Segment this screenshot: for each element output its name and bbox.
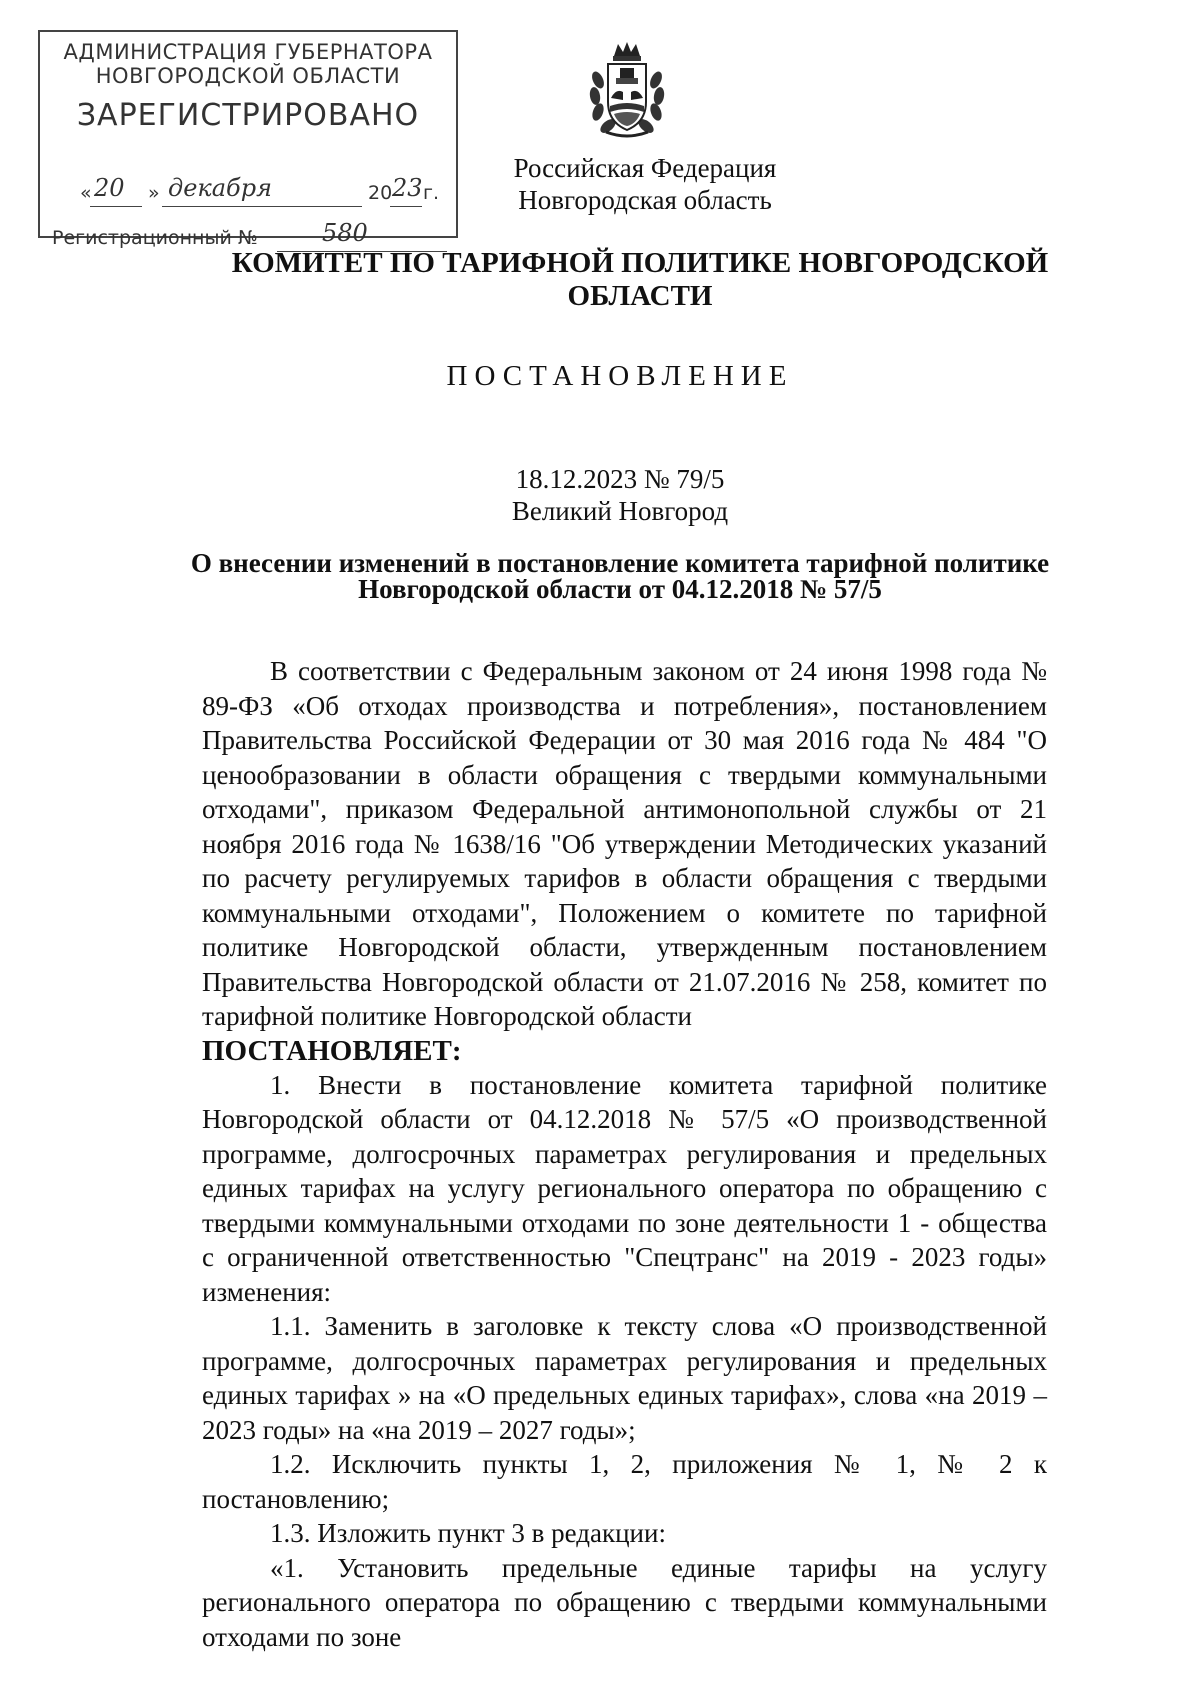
- stamp-reg-number: 580: [322, 219, 368, 247]
- country-name: Российская Федерация: [513, 153, 777, 183]
- stamp-date: [80, 174, 450, 210]
- document-subject: О внесении изменений в постановление комитета тарифной политике Новгородской области от 04.12.2018 № 57/5: [190, 548, 1050, 604]
- header-block: [500, 152, 790, 216]
- clause-1-3: 1.3. Изложить пункт 3 в редакции:: [270, 1518, 666, 1548]
- document-city: Великий Новгород: [511, 496, 729, 526]
- coat-of-arms-icon: [586, 40, 668, 140]
- stamp-registered: ЗАРЕГИСТРИРОВАНО: [76, 98, 420, 133]
- stamp-underline: [390, 206, 422, 207]
- document-date-number: 18.12.2023 № 79/5: [515, 464, 725, 494]
- stamp-date-month: декабря: [168, 174, 272, 202]
- stamp-year-suffix: 23: [392, 174, 423, 202]
- stamp-date-day: 20: [94, 174, 125, 202]
- stamp-reg-label: Регистрационный №: [52, 227, 258, 249]
- stamp-underline: [90, 206, 142, 207]
- stamp-authority-line2: НОВГОРОДСКОЙ ОБЛАСТИ: [95, 64, 401, 88]
- stamp-quote-close: »: [148, 182, 160, 204]
- clause-1-2: 1.2. Исключить пункты 1, 2, приложения № 1, № 2 к постановлению;: [202, 1449, 1047, 1514]
- quoted-clause: «1. Установить предельные единые тарифы на услугу регионального оператора по обращению с твердыми коммунальными отходами по зоне: [202, 1552, 1047, 1652]
- document-type: ПОСТАНОВЛЕНИЕ: [446, 360, 794, 392]
- resolves-heading: ПОСТАНОВЛЯЕТ:: [202, 1034, 462, 1067]
- stamp-authority-line1: АДМИНИСТРАЦИЯ ГУБЕРНАТОРА: [63, 40, 433, 64]
- document-body: [202, 654, 1047, 1654]
- document-date-block: [470, 463, 770, 527]
- clause-1: 1. Внести в постановление комитета тарифной политике Новгородской области от 04.12.2018 № 57/5 «О производственной программе, долгосрочных параметрах регулирования и предельных единых тарифах на услугу регионального оператора по обращению с твердыми коммунальными отходами по зоне деятельности 1 - общества с ограниченной ответственностью "Спецтранс" на 2019 - 2023 годы» изменения:: [202, 1069, 1047, 1307]
- clause-1-1: 1.1. Заменить в заголовке к тексту слова «О производственной программе, долгосрочных параметрах регулирования и предельных единых тарифах » на «О предельных единых тарифах», слова «на 2019 – 2023 годы» на «на 2019 – 2027 годы»;: [202, 1311, 1047, 1445]
- stamp-underline: [162, 206, 362, 207]
- stamp-quote-open: «: [80, 182, 92, 204]
- stamp-year-g: г.: [423, 182, 440, 204]
- region-name: Новгородская область: [518, 185, 772, 215]
- registration-stamp: [38, 30, 458, 249]
- stamp-year-prefix: 20: [368, 182, 393, 204]
- preamble-paragraph: В соответствии с Федеральным законом от 24 июня 1998 года № 89-ФЗ «Об отходах производства и потребления», постановлением Правительства Российской Федерации от 30 мая 2016 года № 484 "О ценообразовании в области обращения с твердыми коммунальными отходами", приказом Федеральной антимонопольной службы от 21 ноября 2016 года № 1638/16 "Об утверждении Методических указаний по расчету регулируемых тарифов в области обращения с твердыми коммунальными отходами", Положением о комитете по тарифной политике Новгородской области, утвержденным постановлением Правительства Новгородской области от 21.07.2016 № 258, комитет по тарифной политике Новгородской области: [202, 656, 1047, 1031]
- committee-title: КОМИТЕТ ПО ТАРИФНОЙ ПОЛИТИКЕ НОВГОРОДСКОЙ ОБЛАСТИ: [231, 247, 1049, 312]
